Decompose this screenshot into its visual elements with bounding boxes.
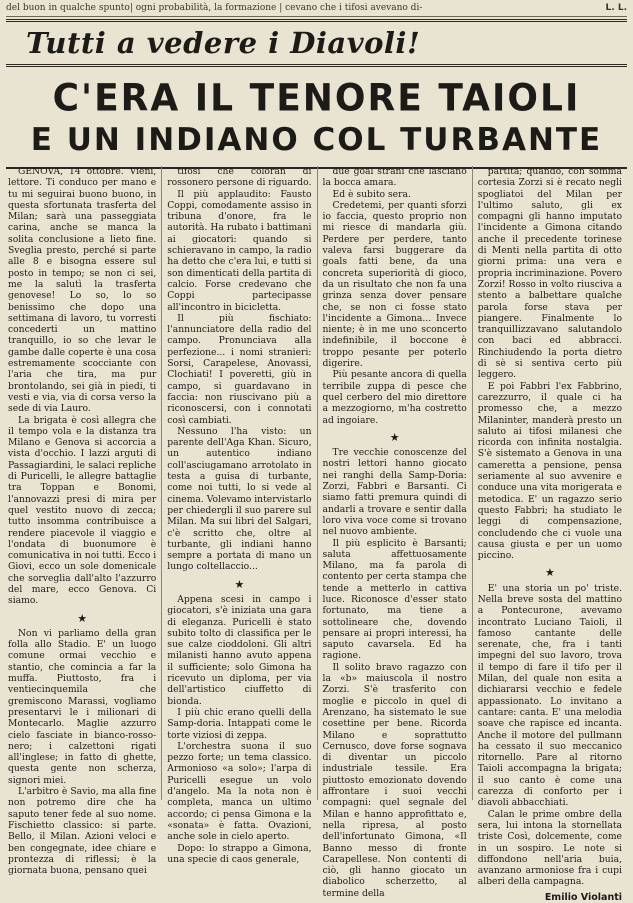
headline-line-1: C'ERA IL TENORE TAIOLI: [52, 76, 581, 120]
paragraph: Credetemi, per quanti sforzi io faccia, questo proprio non mi riesce di mandarla giù. Perdere per perdere, tanto valeva farsi buggerare da goals fatti bene, da una concreta superiorità di gioco, da un risultato che non fa una grinza senza dover pensare che, se non ci fosse stato l'incidente a Gimona... Invece niente; è in me uno sconcerto indefinibile, il boccone è troppo pesante per poterlo digerire.: [322, 199, 467, 370]
paragraph: I più chic erano quelli della Samp-doria. Intappati come le torte viziosi di zeppa.: [167, 706, 312, 741]
kicker-banner: [6, 19, 627, 67]
paragraph: Ed è subito sera.: [332, 188, 411, 200]
column-4: [472, 166, 627, 903]
paragraph: tifosi che coloran di rossonero persone di riguardo.: [167, 166, 312, 189]
headline-line-2: E UN INDIANO COL TURBANTE: [30, 122, 603, 158]
headline: [6, 77, 627, 159]
paragraph: L'arbitro è Savio, ma alla fine non potremo dire che ha saputo tener fede al suo nome. Fischietto classico: si parte. Bello, il Milan. Azioni veloci e ben congegnate, idee chiare e prontezza di riflessi; è la giornata buona, pensano quei: [8, 786, 157, 877]
kicker-text: Tutti a vedere i Diavoli!: [26, 26, 421, 60]
paragraph: Calan le prime ombre della sera, lui intona la stornellata triste Così, dolcemente, come in un sospiro. Le note si diffondono nell'aria buia, avanzano armoniose fra i cupi alberi della campagna.: [477, 808, 622, 888]
paragraph: L'orchestra suona il suo pezzo forte; un tema classico. Armonioso «a solo»; l'arpa di Puricelli esegue un volo d'angelo. Ma la nota non è completa, manca un ultimo accordo; ci pensa Gimona e la «sonata» è fatta. Ovazioni, anche sole in cielo aperto.: [167, 740, 312, 843]
column-3: [317, 166, 472, 899]
paragraph: Il solito bravo ragazzo con la «b» maiuscola il nostro Zorzi. S'è trasferito con moglie e piccolo in quel di Arenzano, ha sistemato le sue cosettine per bene. Ricorda Milano e soprattutto Cernusco, dove forse sognava di diventar un piccolo industriale tessile. Era piuttosto emozionato dovendo affrontare i suoi vecchi compagni: quel segnale del Milan e hanno approfittato e, nella ripresa, al posto dell'infortunato Gimona, «Il Banno messo di fronte Carapellese. Non contenti di ciò, gli hanno giocato un diabolico scherzetto, al termine della: [322, 661, 467, 899]
author-signature: Emilio Violanti: [544, 891, 622, 903]
paragraph: due goal strani che lasciano la bocca amara.: [322, 166, 467, 189]
article-columns: [6, 166, 627, 903]
star-separator: ★: [544, 566, 555, 580]
top-continuation-strip: [6, 0, 627, 17]
paragraph: Tre vecchie conoscenze del nostri lettori hanno giocato nei ranghi della Samp-Doria: Zorzi, Fabbri e Barsanti. Ci siamo fatti premura quindi di andarli a trovare e sentir dalla loro viva voce come si trovano nel nuovo ambiente.: [322, 447, 467, 538]
paragraph: Appena scesi in campo i giocatori, s'è iniziata una gara di eleganza. Puricelli è stato subito tolto di classifica per le sue calze cioddoloni. Gli altri milanisti hanno avuto appena il sufficiente; solo Gimona ha ricevuto un diploma, per via dell'artistico ciuffetto di bionda.: [167, 593, 312, 707]
paragraph: Dopo: lo strappo a Gimona, una specie di caos generale,: [167, 842, 312, 865]
star-separator: ★: [389, 430, 400, 444]
column-1: [6, 166, 161, 877]
paragraph: GENOVA, 14 ottobre. Vieni, lettore. Ti conduco per mano e tu mi seguirai buono buono, in questa sfortunata trasferta del Milan; sarà una passeggiata carina, anche se manca la solita conclusione a lieto fine. Sveglia presto, perché si parte alle 8 e bisogna essere sul posto in tempo; se non ci sei, me la salutì la trasferta genovese! Lo so, lo so benissimo che dopo una settimana di lavoro, tu vorresti concederti un mattino tranquillo, io so che levar le gambe dalle coperte è una cosa estremamente scocciante con l'aria che tira, ma pur brontolando, sei già in piedi, ti vesti e via, via di corsa verso la sede di via Lauro.: [8, 166, 157, 415]
paragraph: Più pesante ancora di quella terribile zuppa di pesce che quel cerbero del mio direttore a mezzogiorno, m'ha costretto ad ingoiare.: [322, 369, 467, 426]
paragraph: E' una storia un po' triste. Nella breve sosta del mattino a Pontecurone, avevamo incontrato Luciano Taioli, il famoso cantante delle serenate, che, fra i tanti impegni del suo lavoro, trova il tempo di fare il tifo per il Milan, del quale non esita a dichiararsi vecchio e fedele appassionato. Lo invitano a cantare: canta. E' una melodia soave che rapisce ed incanta. Anche il motore del pullmann ha cessato il suo meccanico ritornello. Pare al ritorno Taioli accompagna la brigata; il suo canto è come una carezza di conforto per i diavoli abbacchiati.: [477, 582, 622, 809]
top-strip-initials: L. L.: [605, 3, 627, 13]
star-separator: ★: [77, 611, 88, 625]
paragraph: La brigata è così allegra che il tempo vola e la distanza tra Milano e Genova si accorcia a vista d'occhio. I lazzi arguti di Passagiardini, le salaci repliche di Puricelli, le allegre battaglie tra Toppan e Bonomi, l'annovazzi presi di mira per quel vestito nuovo di zecca; tutto insomma contribuisce a rendere piacevole il viaggio e l'ondata di buonumore è comunicativa in noi tutti. Ecco i Giovi, ecco un sole domenicale che sorveglia dall'alto l'azzurro del mare, ecco Genova. Ci siamo.: [8, 414, 157, 607]
paragraph: Il più applaudito: Fausto Coppi, comodamente assiso in tribuna d'onore, fra le autorità. Ha rubato i battimani ai giocatori: quando si schieravano in campo, la radio ha detto che c'era lui, e tutti si son dimenticati della partita di calcio. Forse credevano che Coppi partecipasse all'incontro in bicicletta.: [167, 188, 312, 313]
paragraph: Il più esplicito è Barsanti; saluta affettuosamente Milano, ma fa parola di contento per certa stampa che tende a metterlo in cattiva luce. Riconosce d'esser stato fortunato, ma tiene a sottolineare che, dovendo pensare ai propri interessi, ha saputo cavarsela. Ed ha ragione.: [322, 537, 467, 662]
paragraph: partita; quando, con somma cortesia Zorzi si è recato negli spogliatoi del Milan per l'ultimo saluto, gli ex compagni gli hanno imputato l'incidente a Gimona citando anche il precedente torinese di Menti nella partita di otto giorni prima: una vera e propria incriminazione. Povero Zorzi! Rosso in volto riusciva a stento a balbettare qualche parola forse stava per piangere. Finalmente lo tranquillizzavano salutandolo con baci ed abbracci. Rinchiudendo la porta dietro di sè si sentiva certo più leggero.: [477, 166, 622, 381]
paragraph: Il più fischiato: l'annunciatore della radio del campo. Pronunciava alla perfezione... i nomi stranieri: Sorsi, Carapelese, Anovassi, Clochiati! I poveretti, giù in campo, si guardavano in faccia: non riuscivano più a riconoscersi, con i connotati così cambiati.: [167, 312, 312, 426]
star-separator: ★: [234, 577, 245, 591]
paragraph: Non vi parliamo della gran folla allo Stadio. E' un luogo comune ormai vecchio e stantio, che comincia a far la muffa. Piuttosto, fra i ventiecinquemila che gremiscono Marassi, vogliamo presentarvi le i milionari di Montecarlo. Maglie azzurro cielo fasciate in bianco-rosso-nero; i calzettoni rigati all'inglese; in fatto di ghette, questa gente non scherza, signori miei.: [8, 627, 157, 786]
paragraph: Nessuno l'ha visto: un parente dell'Aga Khan. Sicuro, un autentico indiano coll'asciugamano arrotolato in testa a guisa di turbante, come noi tutti, lo si vede al cinema. Volevamo intervistarlo per chiedergli il suo parere sul Milan. Ma sui libri del Salgari, c'è scritto che, oltre al turbante, gli indiani hanno sempre a portata di mano un lungo coltellaccio...: [167, 425, 312, 573]
top-strip-text: del buon in qualche spunto| ogni probabilità, la formazione | cevano che i tifosi avevano di-: [6, 3, 423, 13]
paragraph: E poi Fabbri l'ex Fabbrino, carezzurro, il quale ci ha promesso che, a mezzo Milaninter, manderà presto un saluto ai tifosi milanesi che ricorda con infinita nostalgia. S'è sistemato a Genova in una cameretta a pensione, pensa seriamente al suo avvenire e conduce una vita morigerata e metodica. E' un ragazzo serio questo Fabbri; ha studiato le leggi di compensazione, concludendo che ci vuole una causa giusta e per un uomo piccino.: [477, 380, 622, 562]
column-2: [161, 166, 316, 865]
